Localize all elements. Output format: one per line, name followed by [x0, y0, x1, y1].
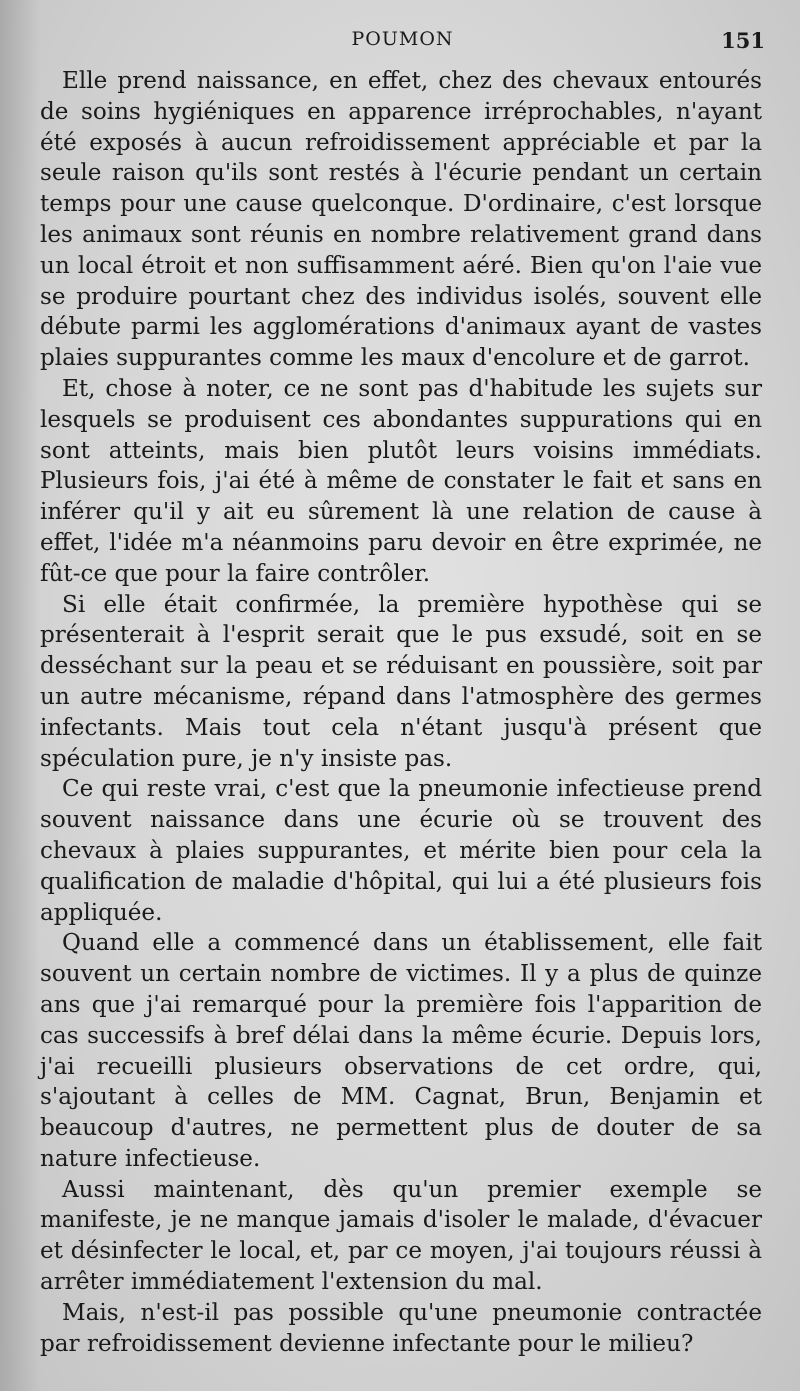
- running-head: POUMON: [351, 28, 454, 50]
- paragraph: Ce qui reste vrai, c'est que la pneumonie infectieuse prend souvent naissance dans une écurie où se trouvent des chevaux à plaies suppurantes, et mérite bien pour cela la qualification de maladie d'hôpital, qui lui a été plusieurs fois appliquée.: [40, 776, 762, 926]
- paragraph: Et, chose à noter, ce ne sont pas d'habitude les sujets sur lesquels se produisent ces abondantes suppurations qui en sont atteints, mais bien plutôt leurs voisins immédiats. Plusieurs fois, j'ai été à même de constater le fait et sans en inférer qu'il y ait eu sûrement là une relation de cause à effet, l'idée m'a néanmoins paru devoir en être exprimée, ne fût-ce que pour la faire contrôler.: [40, 375, 762, 587]
- paragraph: Mais, n'est-il pas possible qu'une pneumonie contractée par refroidissement devienne infectante pour le milieu?: [40, 1299, 762, 1357]
- paragraph: Aussi maintenant, dès qu'un premier exemple se manifeste, je ne manque jamais d'isoler le malade, d'évacuer et désinfecter le local, et, par ce moyen, j'ai toujours réussi à arrêter immédiatement l'extension du mal.: [40, 1176, 762, 1296]
- body-text: [40, 66, 762, 1359]
- page-header: [40, 28, 765, 58]
- page-number: 151: [721, 28, 765, 53]
- paragraph: Si elle était confirmée, la première hypothèse qui se présenterait à l'esprit serait que le pus exsudé, soit en se desséchant sur la peau et se réduisant en poussière, soit par un autre mécanisme, répand dans l'atmosphère des germes infectants. Mais tout cela n'étant jusqu'à présent que spéculation pure, je n'y insiste pas.: [40, 591, 762, 772]
- paragraph: Quand elle a commencé dans un établissement, elle fait souvent un certain nombre de victimes. Il y a plus de quinze ans que j'ai remarqué pour la première fois l'apparition de cas successifs à bref délai dans la même écurie. Depuis lors, j'ai recueilli plusieurs observations de cet ordre, qui, s'ajoutant à celles de MM. Cagnat, Brun, Benjamin et beaucoup d'autres, ne permettent plus de douter de sa nature infectieuse.: [40, 930, 762, 1172]
- binding-shadow: [0, 0, 40, 1391]
- paragraph: Elle prend naissance, en effet, chez des chevaux entourés de soins hygiéniques en apparence irréprochables, n'ayant été exposés à aucun refroidissement appréciable et par la seule raison qu'ils sont restés à l'écurie pendant un certain temps pour une cause quelconque. D'ordinaire, c'est lorsque les animaux sont réunis en nombre relativement grand dans un local étroit et non suffisamment aéré. Bien qu'on l'aie vue se produire pourtant chez des individus isolés, souvent elle débute parmi les agglomérations d'animaux ayant de vastes plaies suppurantes comme les maux d'encolure et de garrot.: [40, 68, 762, 372]
